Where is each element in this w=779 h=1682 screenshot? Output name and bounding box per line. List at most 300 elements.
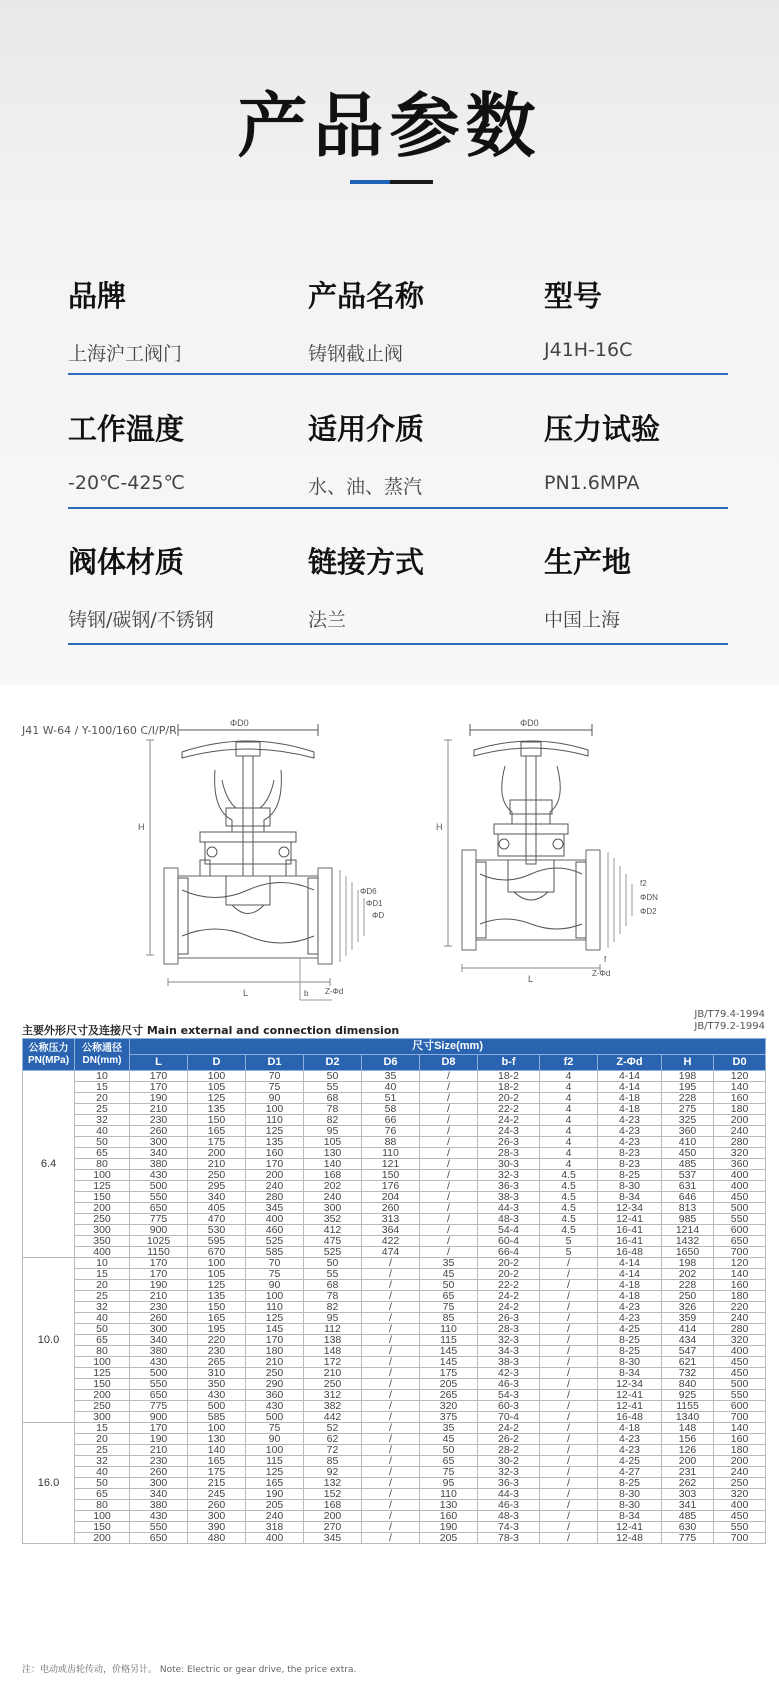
size-cell: 700 [714, 1412, 766, 1423]
dimension-table-body [23, 1071, 766, 1544]
size-cell: 175 [420, 1368, 478, 1379]
size-cell: 24-3 [478, 1126, 540, 1137]
size-cell: 50 [304, 1258, 362, 1269]
size-cell: 75 [246, 1423, 304, 1434]
size-cell: 245 [188, 1489, 246, 1500]
size-cell: 170 [130, 1082, 188, 1093]
size-cell: 8-25 [598, 1346, 662, 1357]
size-cell: 500 [130, 1181, 188, 1192]
size-cell: 24-2 [478, 1115, 540, 1126]
size-cell: 813 [662, 1203, 714, 1214]
size-cell: 52 [304, 1423, 362, 1434]
size-cell: 410 [662, 1137, 714, 1148]
size-cell: 130 [188, 1434, 246, 1445]
size-cell: 90 [246, 1280, 304, 1291]
dn-cell: 300 [75, 1225, 130, 1236]
title-underline-accent [350, 180, 390, 184]
size-cell: 115 [246, 1456, 304, 1467]
pressure-class-cell: 6.4 [23, 1071, 75, 1258]
size-cell: / [362, 1511, 420, 1522]
size-cell: 200 [188, 1148, 246, 1159]
size-cell: 525 [246, 1236, 304, 1247]
size-cell: 525 [304, 1247, 362, 1258]
size-cell: 650 [714, 1236, 766, 1247]
size-cell: 32-3 [478, 1335, 540, 1346]
size-cell: / [540, 1467, 598, 1478]
size-cell: 485 [662, 1159, 714, 1170]
size-cell: 345 [304, 1533, 362, 1544]
size-cell: 320 [714, 1335, 766, 1346]
size-cell: 20-2 [478, 1258, 540, 1269]
param-model [544, 274, 632, 361]
size-cell: 500 [130, 1368, 188, 1379]
size-cell: 120 [714, 1258, 766, 1269]
dn-cell: 80 [75, 1346, 130, 1357]
size-cell: / [362, 1533, 420, 1544]
size-cell: 313 [362, 1214, 420, 1225]
table-row [23, 1192, 766, 1203]
param-label: 品牌 [68, 279, 127, 313]
size-cell: / [420, 1192, 478, 1203]
size-cell: / [420, 1236, 478, 1247]
dn-cell: 20 [75, 1093, 130, 1104]
size-cell: 380 [130, 1500, 188, 1511]
section-title: 产品参数 [237, 85, 542, 167]
size-cell: 135 [188, 1291, 246, 1302]
size-cell: 72 [304, 1445, 362, 1456]
dn-cell: 50 [75, 1478, 130, 1489]
size-cell: 54-3 [478, 1390, 540, 1401]
size-cell: 135 [246, 1137, 304, 1148]
dim-label-d6: ΦD6 [360, 887, 377, 896]
table-row [23, 1280, 766, 1291]
size-cell: 231 [662, 1467, 714, 1478]
size-cell: 4 [540, 1159, 598, 1170]
size-cell: / [540, 1445, 598, 1456]
size-cell: / [540, 1533, 598, 1544]
size-cell: 8-25 [598, 1170, 662, 1181]
size-cell: / [420, 1170, 478, 1181]
size-cell: 5 [540, 1236, 598, 1247]
size-cell: 195 [188, 1324, 246, 1335]
size-cell: 4 [540, 1071, 598, 1082]
size-cell: 4-18 [598, 1280, 662, 1291]
param-pressure-test [544, 407, 660, 494]
param-brand [68, 274, 182, 366]
product-params-panel [0, 0, 779, 685]
size-cell: 500 [714, 1379, 766, 1390]
dn-cell: 40 [75, 1467, 130, 1478]
size-cell: 300 [304, 1203, 362, 1214]
size-cell: 280 [714, 1137, 766, 1148]
size-cell: 228 [662, 1280, 714, 1291]
size-cell: / [362, 1423, 420, 1434]
table-row [23, 1335, 766, 1346]
size-cell: 352 [304, 1214, 362, 1225]
table-row [23, 1434, 766, 1445]
size-cell: 380 [130, 1159, 188, 1170]
param-label: 阀体材质 [68, 545, 185, 579]
size-cell: 160 [420, 1511, 478, 1522]
size-cell: 240 [246, 1511, 304, 1522]
size-cell: / [540, 1500, 598, 1511]
param-connection [308, 540, 424, 632]
size-cell: 34-3 [478, 1346, 540, 1357]
size-cell: / [540, 1280, 598, 1291]
size-cell: 76 [362, 1126, 420, 1137]
size-cell: 180 [714, 1104, 766, 1115]
dn-cell: 65 [75, 1148, 130, 1159]
size-cell: 18-2 [478, 1071, 540, 1082]
size-cell: 460 [246, 1225, 304, 1236]
size-cell: 210 [130, 1291, 188, 1302]
size-cell: 1025 [130, 1236, 188, 1247]
size-cell: 58 [362, 1104, 420, 1115]
size-cell: 50 [420, 1445, 478, 1456]
column-header: D1 [246, 1055, 304, 1071]
dn-cell: 200 [75, 1203, 130, 1214]
table-row [23, 1203, 766, 1214]
dn-cell: 15 [75, 1423, 130, 1434]
column-header: D [188, 1055, 246, 1071]
size-cell: 646 [662, 1192, 714, 1203]
size-cell: / [420, 1181, 478, 1192]
size-cell: 95 [304, 1126, 362, 1137]
size-cell: / [362, 1280, 420, 1291]
size-cell: 318 [246, 1522, 304, 1533]
size-cell: 46-3 [478, 1500, 540, 1511]
size-cell: 170 [246, 1159, 304, 1170]
param-value: 铸钢截止阀 [308, 343, 404, 365]
size-cell: / [540, 1269, 598, 1280]
header-dn: 公称通径 DN(mm) [75, 1039, 130, 1071]
dn-cell: 32 [75, 1456, 130, 1467]
size-cell: 450 [714, 1511, 766, 1522]
size-cell: 68 [304, 1280, 362, 1291]
size-cell: 430 [188, 1390, 246, 1401]
size-cell: 4-25 [598, 1456, 662, 1467]
size-cell: 92 [304, 1467, 362, 1478]
size-cell: 140 [304, 1159, 362, 1170]
size-cell: 200 [714, 1115, 766, 1126]
size-cell: 230 [130, 1456, 188, 1467]
row-divider [68, 507, 728, 509]
size-cell: 1150 [130, 1247, 188, 1258]
dn-cell: 100 [75, 1170, 130, 1181]
size-cell: 28-3 [478, 1324, 540, 1335]
size-cell: 8-34 [598, 1511, 662, 1522]
size-cell: 16-41 [598, 1236, 662, 1247]
dn-cell: 15 [75, 1269, 130, 1280]
size-cell: 4 [540, 1115, 598, 1126]
param-origin [544, 540, 631, 632]
size-cell: 200 [714, 1456, 766, 1467]
size-cell: / [540, 1478, 598, 1489]
size-cell: 240 [714, 1126, 766, 1137]
size-cell: 260 [188, 1500, 246, 1511]
table-row [23, 1500, 766, 1511]
model-code: J41 W-64 / Y-100/160 C/I/P/R [22, 724, 177, 737]
size-cell: / [420, 1126, 478, 1137]
size-cell: 112 [304, 1324, 362, 1335]
dim-label-l-right: L [528, 974, 534, 984]
size-cell: 100 [246, 1291, 304, 1302]
dn-cell: 80 [75, 1500, 130, 1511]
size-cell: / [540, 1302, 598, 1313]
size-cell: 621 [662, 1357, 714, 1368]
valve-drawing-left [146, 724, 364, 1000]
size-cell: 198 [662, 1258, 714, 1269]
column-header-row [23, 1055, 766, 1071]
size-cell: 68 [304, 1093, 362, 1104]
size-cell: 412 [304, 1225, 362, 1236]
param-product-name [308, 274, 424, 366]
size-cell: / [540, 1423, 598, 1434]
size-cell: 170 [130, 1423, 188, 1434]
table-row [23, 1269, 766, 1280]
size-cell: 150 [188, 1115, 246, 1126]
size-cell: 4-23 [598, 1434, 662, 1445]
param-label: 链接方式 [308, 545, 425, 579]
size-cell: 364 [362, 1225, 420, 1236]
size-cell: 670 [188, 1247, 246, 1258]
size-cell: 4.5 [540, 1170, 598, 1181]
size-cell: 78 [304, 1291, 362, 1302]
table-row [23, 1247, 766, 1258]
size-cell: 12-41 [598, 1390, 662, 1401]
size-cell: / [540, 1313, 598, 1324]
size-cell: 148 [304, 1346, 362, 1357]
size-cell: 24-2 [478, 1291, 540, 1302]
size-cell: 400 [714, 1170, 766, 1181]
size-cell: 55 [304, 1082, 362, 1093]
table-row [23, 1346, 766, 1357]
size-cell: 90 [246, 1093, 304, 1104]
column-header: L [130, 1055, 188, 1071]
size-cell: 148 [662, 1423, 714, 1434]
size-cell: 110 [362, 1148, 420, 1159]
size-cell: 82 [304, 1115, 362, 1126]
size-cell: / [540, 1379, 598, 1390]
dim-label-z: Z-Φd [325, 987, 344, 996]
param-medium [308, 407, 424, 499]
size-cell: 1155 [662, 1401, 714, 1412]
size-cell: 100 [246, 1445, 304, 1456]
table-row [23, 1368, 766, 1379]
size-cell: 400 [246, 1214, 304, 1225]
size-cell: / [362, 1390, 420, 1401]
size-cell: 5 [540, 1247, 598, 1258]
size-cell: 26-3 [478, 1137, 540, 1148]
size-cell: 160 [714, 1280, 766, 1291]
dimension-table [22, 1038, 766, 1544]
size-cell: 180 [246, 1346, 304, 1357]
row-divider [68, 643, 728, 645]
size-cell: 700 [714, 1247, 766, 1258]
size-cell: 48-3 [478, 1214, 540, 1225]
size-cell: 630 [662, 1522, 714, 1533]
table-row [23, 1445, 766, 1456]
size-cell: 250 [714, 1478, 766, 1489]
param-value: 法兰 [308, 609, 347, 631]
table-row [23, 1302, 766, 1313]
size-cell: 550 [130, 1192, 188, 1203]
size-cell: 500 [714, 1203, 766, 1214]
size-cell: 240 [714, 1467, 766, 1478]
table-row [23, 1115, 766, 1126]
size-cell: 475 [304, 1236, 362, 1247]
size-cell: 480 [188, 1533, 246, 1544]
size-cell: 326 [662, 1302, 714, 1313]
size-cell: 1650 [662, 1247, 714, 1258]
size-cell: / [362, 1291, 420, 1302]
size-cell: 190 [130, 1434, 188, 1445]
size-cell: 250 [304, 1379, 362, 1390]
size-cell: / [362, 1346, 420, 1357]
table-row [23, 1412, 766, 1423]
dn-cell: 300 [75, 1412, 130, 1423]
size-cell: 156 [662, 1434, 714, 1445]
size-cell: 1432 [662, 1236, 714, 1247]
size-cell: 75 [246, 1082, 304, 1093]
size-cell: 205 [246, 1500, 304, 1511]
size-cell: / [362, 1258, 420, 1269]
size-cell: 170 [130, 1071, 188, 1082]
size-cell: 550 [714, 1522, 766, 1533]
size-cell: 4.5 [540, 1192, 598, 1203]
size-cell: 650 [130, 1533, 188, 1544]
size-cell: 195 [662, 1082, 714, 1093]
param-value: PN1.6MPA [544, 472, 640, 494]
size-cell: 105 [188, 1269, 246, 1280]
size-cell: / [362, 1456, 420, 1467]
size-cell: 4-23 [598, 1302, 662, 1313]
size-cell: 275 [662, 1104, 714, 1115]
size-cell: 375 [420, 1412, 478, 1423]
size-cell: 340 [188, 1192, 246, 1203]
size-cell: / [362, 1313, 420, 1324]
size-cell: 210 [246, 1357, 304, 1368]
size-cell: 145 [420, 1357, 478, 1368]
size-cell: 28-3 [478, 1148, 540, 1159]
table-row [23, 1137, 766, 1148]
size-cell: 70-4 [478, 1412, 540, 1423]
param-value: -20℃-425℃ [68, 472, 185, 494]
size-cell: 4.5 [540, 1203, 598, 1214]
size-cell: 900 [130, 1412, 188, 1423]
size-cell: / [420, 1093, 478, 1104]
size-cell: 12-34 [598, 1379, 662, 1390]
table-row [23, 1258, 766, 1269]
size-cell: 110 [246, 1302, 304, 1313]
dn-cell: 25 [75, 1291, 130, 1302]
table-row [23, 1478, 766, 1489]
size-cell: 190 [420, 1522, 478, 1533]
size-cell: / [362, 1412, 420, 1423]
size-cell: 16-41 [598, 1225, 662, 1236]
table-row [23, 1467, 766, 1478]
size-cell: 405 [188, 1203, 246, 1214]
dn-cell: 150 [75, 1192, 130, 1203]
size-cell: 450 [714, 1368, 766, 1379]
dn-cell: 20 [75, 1280, 130, 1291]
size-cell: 170 [130, 1258, 188, 1269]
size-cell: 300 [130, 1478, 188, 1489]
size-cell: / [362, 1500, 420, 1511]
dim-label-d2: ΦD2 [640, 907, 657, 916]
size-cell: 210 [130, 1104, 188, 1115]
size-cell: 4-18 [598, 1093, 662, 1104]
size-cell: 165 [188, 1456, 246, 1467]
dim-label-d: ΦD [372, 911, 385, 920]
size-cell: 400 [246, 1533, 304, 1544]
size-cell: 700 [714, 1533, 766, 1544]
size-cell: 180 [714, 1445, 766, 1456]
param-label: 生产地 [544, 545, 632, 579]
size-cell: 54-4 [478, 1225, 540, 1236]
size-cell: 75 [420, 1467, 478, 1478]
size-cell: 51 [362, 1093, 420, 1104]
size-cell: 310 [188, 1368, 246, 1379]
size-cell: 168 [304, 1170, 362, 1181]
pressure-class-cell: 10.0 [23, 1258, 75, 1423]
size-cell: 75 [420, 1302, 478, 1313]
table-row [23, 1423, 766, 1434]
size-cell: 600 [714, 1225, 766, 1236]
size-cell: 585 [188, 1412, 246, 1423]
size-cell: 121 [362, 1159, 420, 1170]
size-cell: 8-25 [598, 1478, 662, 1489]
size-cell: 200 [662, 1456, 714, 1467]
size-cell: 145 [420, 1346, 478, 1357]
size-cell: 260 [130, 1126, 188, 1137]
dim-label-d0: ΦD0 [230, 718, 249, 728]
size-cell: 176 [362, 1181, 420, 1192]
valve-drawing-right [444, 724, 632, 972]
table-row [23, 1533, 766, 1544]
size-cell: 28-2 [478, 1445, 540, 1456]
size-cell: 430 [130, 1170, 188, 1181]
size-cell: 4-14 [598, 1071, 662, 1082]
size-cell: 78 [304, 1104, 362, 1115]
size-cell: 170 [130, 1269, 188, 1280]
size-cell: 168 [304, 1500, 362, 1511]
dn-cell: 80 [75, 1159, 130, 1170]
size-cell: 260 [130, 1467, 188, 1478]
size-cell: 228 [662, 1093, 714, 1104]
size-cell: 105 [188, 1082, 246, 1093]
size-cell: 46-3 [478, 1379, 540, 1390]
size-cell: 8-34 [598, 1368, 662, 1379]
size-cell: 140 [714, 1082, 766, 1093]
param-label: 工作温度 [68, 412, 185, 446]
size-cell: 48-3 [478, 1511, 540, 1522]
column-header: D2 [304, 1055, 362, 1071]
size-cell: 265 [420, 1390, 478, 1401]
size-cell: 280 [714, 1324, 766, 1335]
size-cell: / [362, 1302, 420, 1313]
size-cell: 170 [246, 1335, 304, 1346]
size-cell: 270 [304, 1522, 362, 1533]
size-cell: 66-4 [478, 1247, 540, 1258]
size-cell: 95 [304, 1313, 362, 1324]
size-cell: 8-30 [598, 1489, 662, 1500]
size-cell: 160 [714, 1434, 766, 1445]
size-cell: / [362, 1478, 420, 1489]
size-cell: / [420, 1203, 478, 1214]
dn-cell: 250 [75, 1214, 130, 1225]
size-cell: 198 [662, 1071, 714, 1082]
